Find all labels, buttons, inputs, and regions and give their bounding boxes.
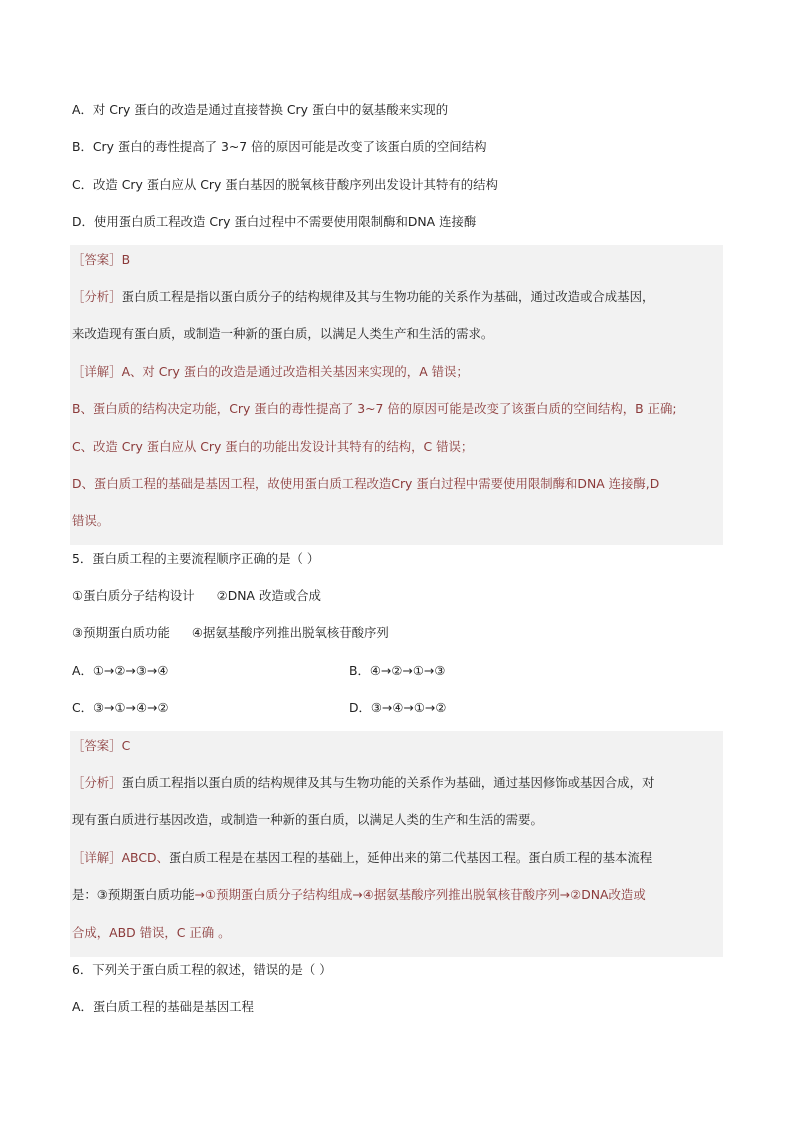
q5-detail-line1: ［详解］ABCD、蛋白质工程是在基因工程的基础上，延伸出来的第二代基因工程。蛋白质工程的基本流程 (72, 850, 653, 865)
answer-value: B (121, 252, 131, 267)
q6-option-a: A．蛋白质工程的基础是基因工程 (72, 999, 254, 1014)
q4-option-b: B．Cry 蛋白的毒性提高了 3~7 倍的原因可能是改变了该蛋白质的空间结构 (72, 139, 487, 154)
q5-analysis-line2: 现有蛋白质进行基因改造，或制造一种新的蛋白质，以满足人类的生产和生活的需要。 (72, 812, 543, 827)
q5-detail-line3: 合成，ABD 错误，C 正确 。 (72, 925, 231, 940)
q5-option-b: B．④→②→①→③ (349, 663, 446, 678)
q5-item-2: ②DNA 改造或合成 (216, 588, 321, 603)
q4-option-a: A．对 Cry 蛋白的改造是通过直接替换 Cry 蛋白中的氨基酸来实现的 (72, 102, 449, 117)
q5-detail-line2: 是：③预期蛋白质功能→①预期蛋白质分子结构组成→④据氨基酸序列推出脱氧核苷酸序列→②DNA改造或 (72, 887, 646, 902)
q4-option-d: D．使用蛋白质工程改造 Cry 蛋白过程中不需要使用限制酶和DNA 连接酶 (72, 214, 477, 229)
q6-stem: 6．下列关于蛋白质工程的叙述，错误的是（ ） (72, 962, 332, 977)
answer-value: C (121, 738, 131, 753)
q5-items-row1 (72, 586, 321, 606)
q5-option-d: D．③→④→①→② (349, 700, 447, 715)
q4-option-c: C．改造 Cry 蛋白应从 Cry 蛋白基因的脱氧核苷酸序列出发设计其特有的结构 (72, 177, 498, 192)
answer-tag: ［答案］ (72, 738, 122, 753)
q4-detail-line4: D、蛋白质工程的基础是基因工程，故使用蛋白质工程改造Cry 蛋白过程中需要使用限制酶和DNA 连接酶,D (72, 476, 660, 491)
q4-analysis-line2: 来改造现有蛋白质，或制造一种新的蛋白质，以满足人类生产和生活的需求。 (72, 326, 494, 341)
q5-item-3: ③预期蛋白质功能 (72, 625, 170, 640)
q5-option-a: A．①→②→③→④ (72, 663, 169, 678)
q5-option-c: C．③→①→④→② (72, 700, 169, 715)
q5-analysis-line1: ［分析］蛋白质工程指以蛋白质的结构规律及其与生物功能的关系作为基础，通过基因修饰或基因合成，对 (72, 775, 655, 790)
q4-answer (72, 250, 130, 270)
q5-items-row2 (72, 623, 389, 643)
q5-item-1: ①蛋白质分子结构设计 (72, 588, 195, 603)
answer-tag: ［答案］ (72, 252, 122, 267)
q4-detail-line3: C、改造 Cry 蛋白应从 Cry 蛋白的功能出发设计其特有的结构，C 错误； (72, 439, 474, 454)
analysis-tag: ［分析］ (72, 775, 122, 790)
q5-stem: 5．蛋白质工程的主要流程顺序正确的是（ ） (72, 551, 320, 566)
q4-analysis-line1: ［分析］蛋白质工程是指以蛋白质分子的结构规律及其与生物功能的关系作为基础，通过改造或合成基因， (72, 289, 655, 304)
detail-tag: ［详解］ (72, 364, 122, 379)
detail-tag: ［详解］ (72, 850, 122, 865)
q5-answer (72, 736, 130, 756)
analysis-tag: ［分析］ (72, 289, 122, 304)
q4-detail-line2: B、蛋白质的结构决定功能，Cry 蛋白的毒性提高了 3~7 倍的原因可能是改变了该蛋白质的空间结构，B 正确; (72, 401, 677, 416)
q5-item-4: ④据氨基酸序列推出脱氧核苷酸序列 (191, 625, 389, 640)
q4-detail-line1: ［详解］A、对 Cry 蛋白的改造是通过改造相关基因来实现的，A 错误； (72, 364, 469, 379)
q4-detail-line5: 错误。 (72, 513, 110, 528)
